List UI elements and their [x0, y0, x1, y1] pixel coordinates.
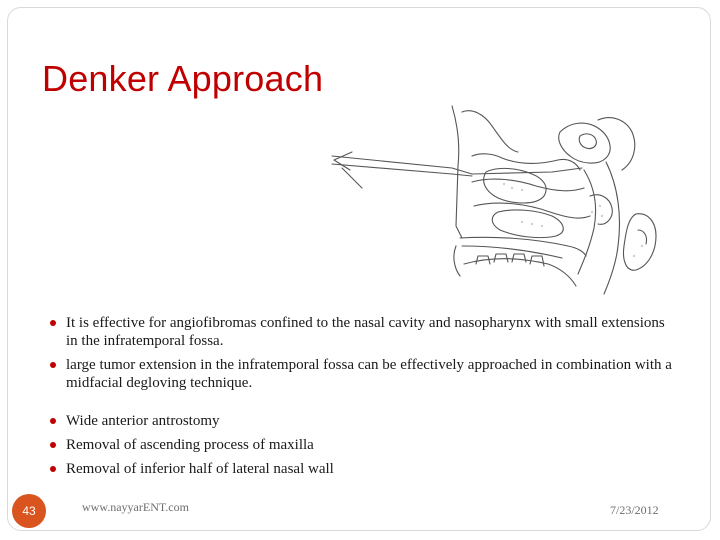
bullet-text: It is effective for angiofibromas confined to the nasal cavity and nasopharynx with small extensions in the infratemporal fossa.: [66, 315, 665, 349]
list-item: [46, 460, 676, 478]
inferior-turbinate: [492, 210, 563, 238]
bullet-marker: [50, 418, 56, 424]
bullet-text: large tumor extension in the infratemporal fossa can be effectively approached in combination with a midfacial degloving technique.: [66, 357, 672, 391]
bullet-marker: [50, 320, 56, 326]
sphenoid-sinus: [559, 123, 610, 163]
bullet-marker: [50, 466, 56, 472]
list-item: [46, 436, 676, 454]
bullet-marker: [50, 442, 56, 448]
bullet-list: [46, 314, 676, 484]
instrument-shaft-lower: [332, 164, 472, 176]
ear-structure: [624, 214, 657, 270]
nasal-cavity-illustration: [322, 96, 670, 300]
instrument-grip: [342, 168, 362, 188]
footer-url: www.nayyarENT.com: [82, 500, 189, 514]
list-item: [46, 412, 676, 430]
instrument-shaft: [332, 156, 472, 174]
instrument-handle: [334, 152, 352, 170]
bullet-text: Removal of ascending process of maxilla: [66, 437, 314, 453]
footer-date: 7/23/2012: [610, 503, 659, 517]
slide-title: Denker Approach: [42, 58, 324, 99]
page-number-badge: 43: [12, 494, 46, 528]
bullet-text: Removal of inferior half of lateral nasal wall: [66, 461, 334, 477]
bullet-text: Wide anterior antrostomy: [66, 413, 220, 429]
list-item: [46, 314, 676, 350]
list-item: [46, 356, 676, 392]
bullet-marker: [50, 362, 56, 368]
